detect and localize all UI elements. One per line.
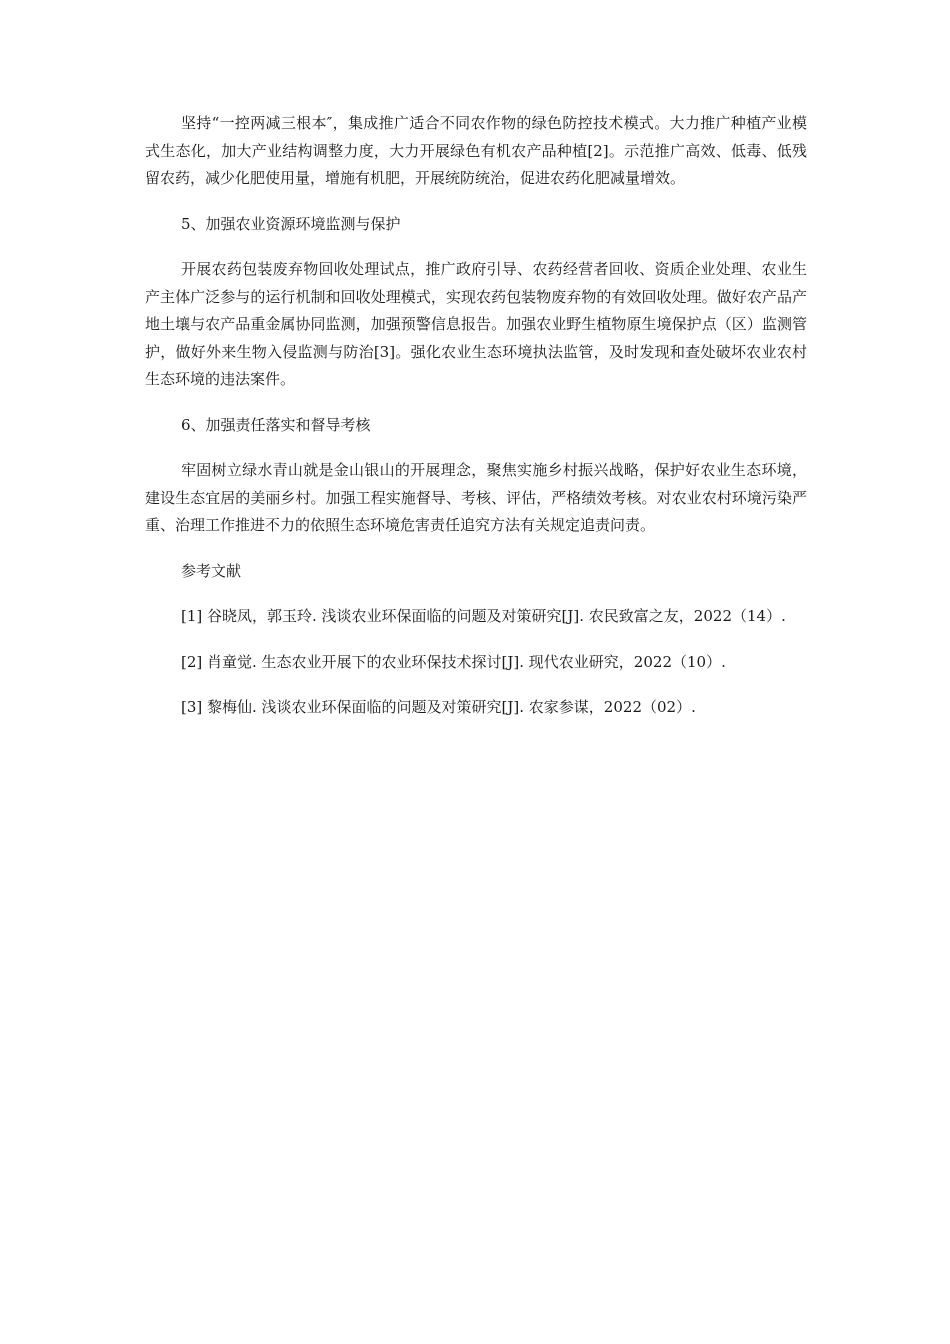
- paragraph-green-control: 坚持“一控两减三根本″，集成推广适合不同农作物的绿色防控技术模式。大力推广种植产业模式生态化，加大产业结构调整力度，大力开展绿色有机农产品种植[2]。示范推广高效、低毒、低残留农药，减少化肥使用量，增施有机肥，开展统防统治，促进农药化肥减量增效。: [145, 114, 807, 187]
- reference-item-3: [3] 黎梅仙. 浅谈农业环保面临的问题及对策研究[J]. 农家参谋，2022（02）.: [181, 698, 696, 716]
- paragraph-responsibility: 牢固树立绿水青山就是金山银山的开展理念，聚焦实施乡村振兴战略，保护好农业生态环境，建设生态宜居的美丽乡村。加强工程实施督导、考核、评估，严格绩效考核。对农业农村环境污染严重、治理工作推进不力的依照生态环境危害责任追究方法有关规定追责问责。: [145, 461, 807, 534]
- section-heading-6: 6、加强责任落实和督导考核: [181, 415, 371, 434]
- document-body: [145, 110, 807, 722]
- references-title: 参考文献: [181, 561, 242, 580]
- paragraph-resource-monitoring: 开展农药包装废弃物回收处理试点，推广政府引导、农药经营者回收、资质企业处理、农业生产主体广泛参与的运行机制和回收处理模式，实现农药包装物废弃物的有效回收处理。做好农产品产地土壤与农产品重金属协同监测，加强预警信息报告。加强农业野生植物原生境保护点（区）监测管护，做好外来生物入侵监测与防治[3]。强化农业生态环境执法监管，及时发现和查处破坏农业农村生态环境的违法案件。: [145, 260, 807, 388]
- reference-item-1: [1] 谷晓凤，郭玉玲. 浅谈农业环保面临的问题及对策研究[J]. 农民致富之友，2022（14）.: [181, 607, 786, 625]
- reference-item-2: [2] 肖童觉. 生态农业开展下的农业环保技术探讨[J]. 现代农业研究，2022（10）.: [181, 652, 726, 671]
- section-heading-5: 5、加强农业资源环境监测与保护: [181, 214, 401, 233]
